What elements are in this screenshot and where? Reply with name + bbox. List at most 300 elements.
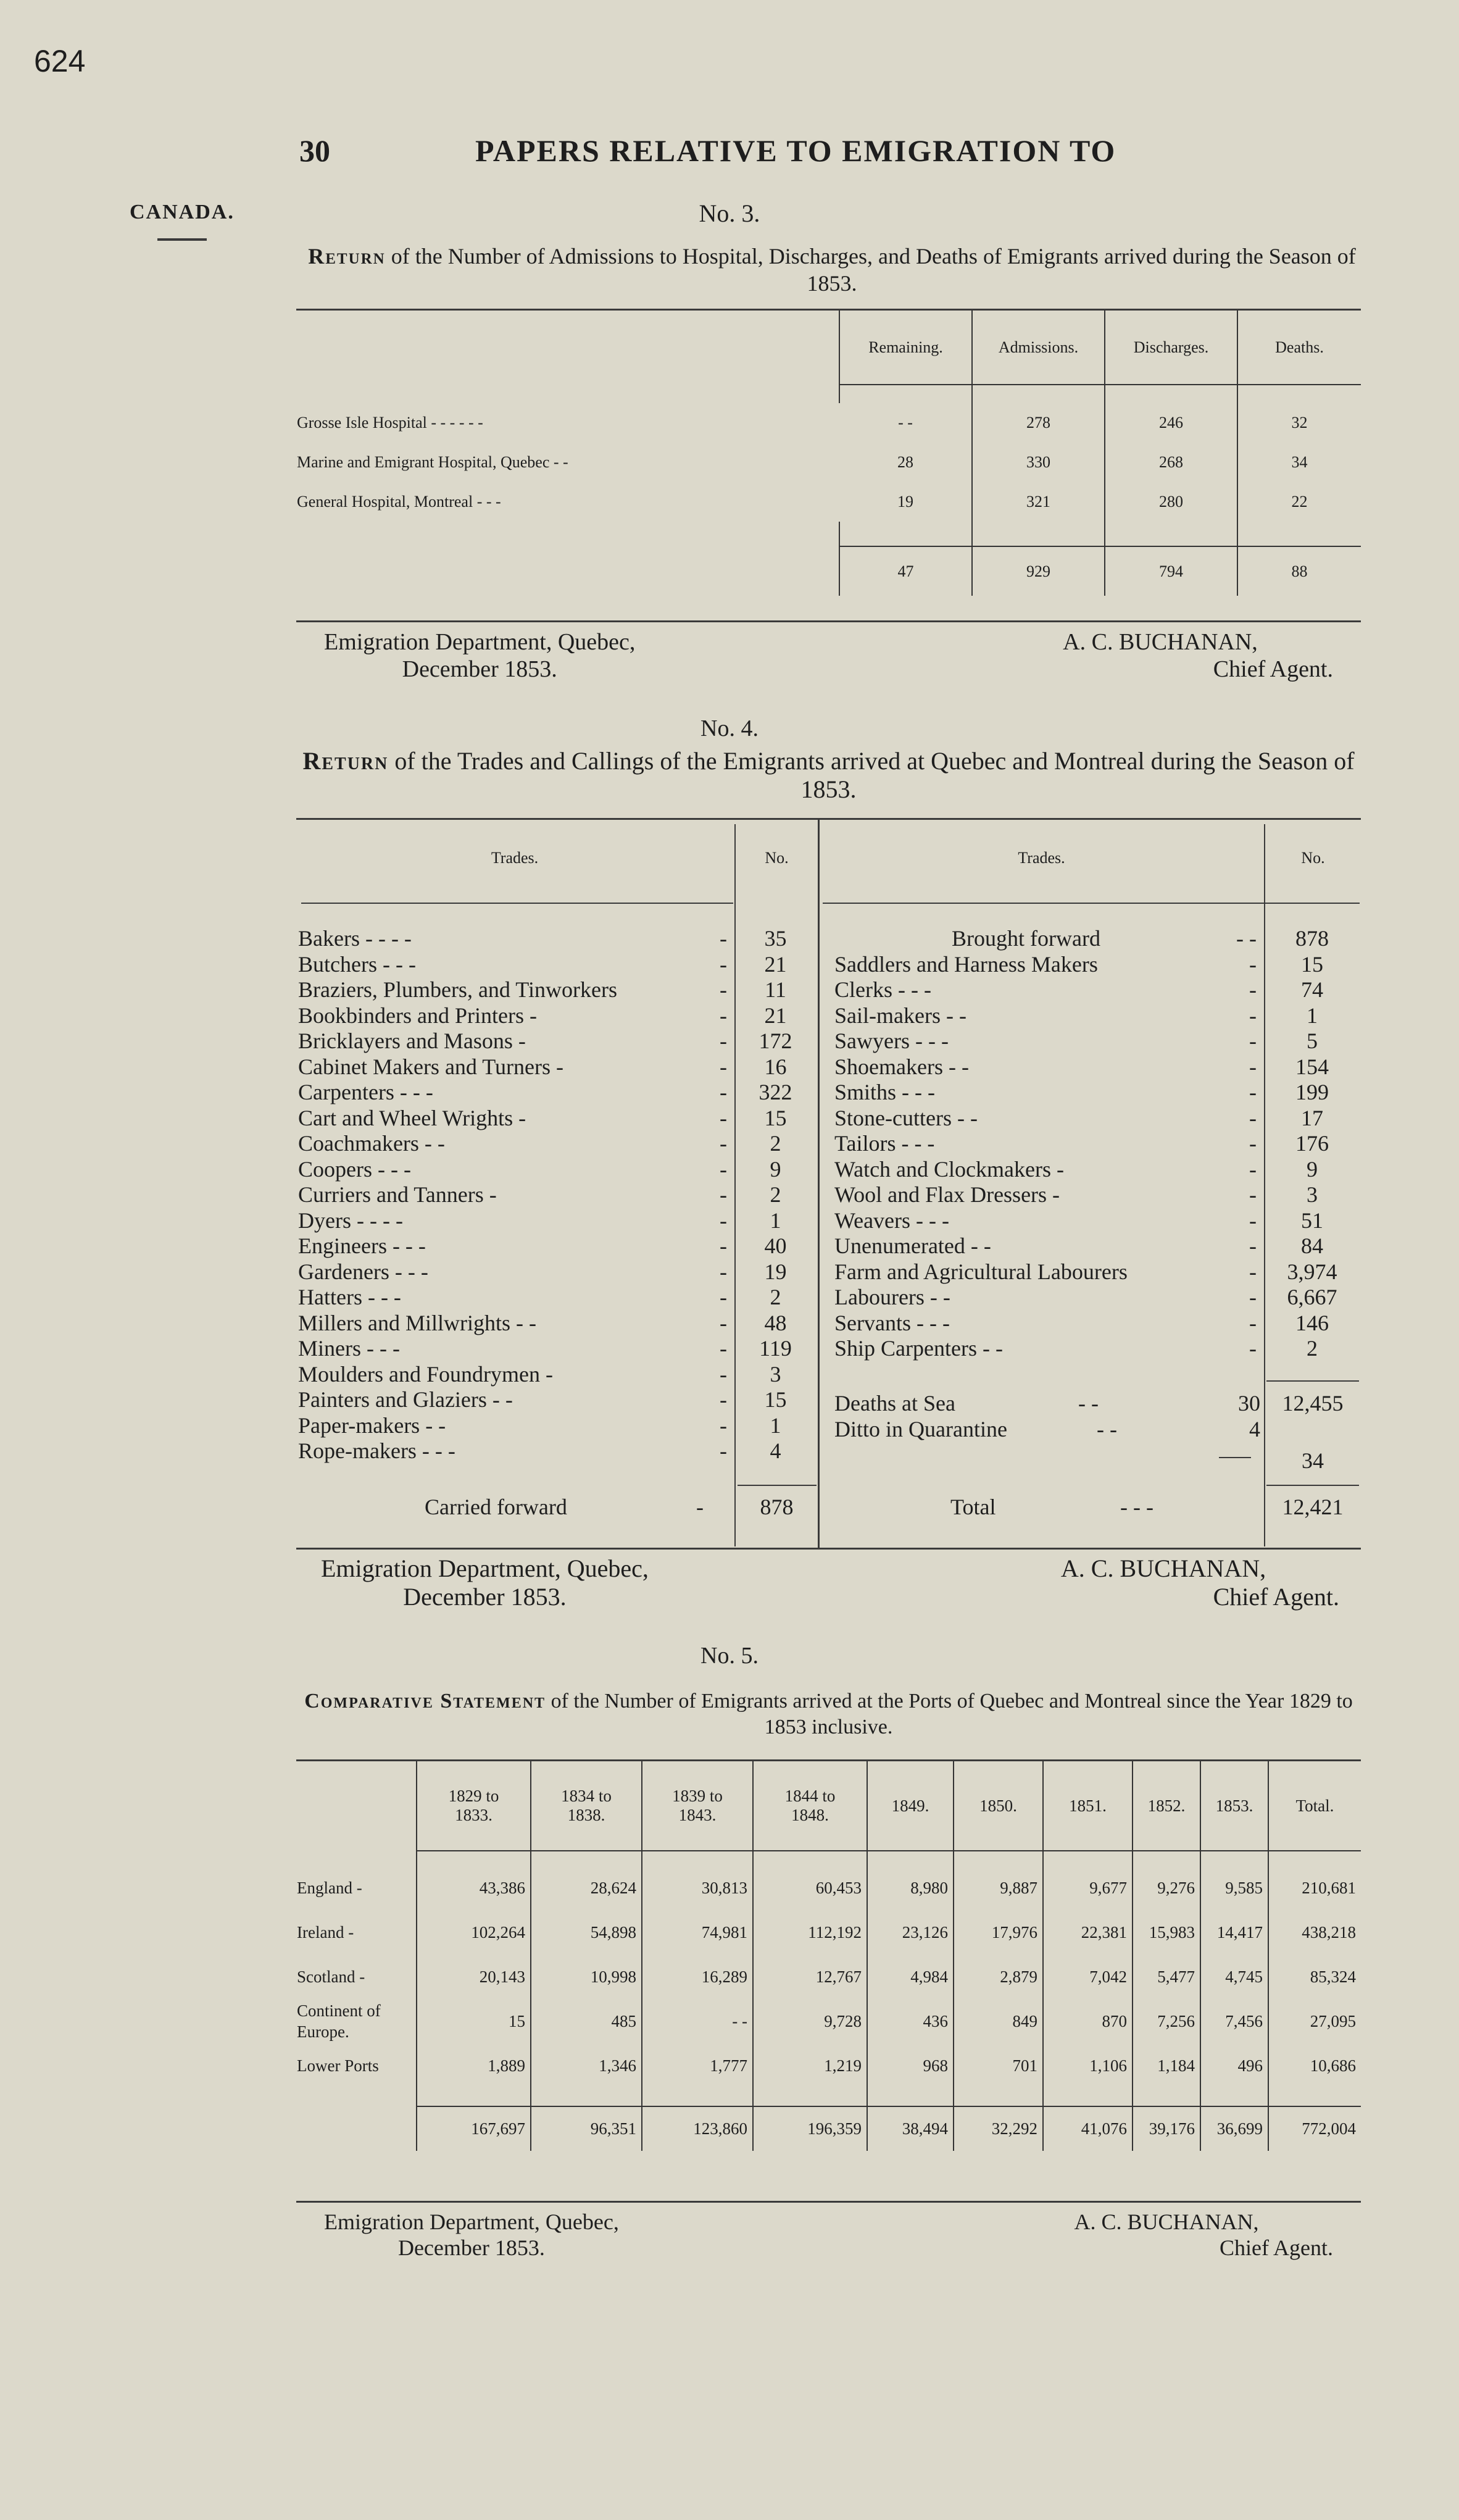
trade-count: 322	[759, 1080, 792, 1104]
trade-row	[834, 1208, 1360, 1234]
table4-left-header-rule	[301, 903, 733, 904]
value-cell: 20,143	[417, 1955, 531, 1999]
trade-name: Cart and Wheel Wrights -	[298, 1105, 526, 1130]
table4-right-list	[834, 926, 1360, 1362]
table-row	[296, 1999, 1361, 2043]
value-cell: 9,276	[1133, 1866, 1200, 1910]
table-row	[296, 482, 1361, 522]
value-cell: 112,192	[753, 1910, 867, 1955]
trade-name: Bricklayers and Masons -	[298, 1028, 526, 1053]
ditto-quarantine-label: Ditto in Quarantine	[834, 1417, 1007, 1441]
value-cell: 15,983	[1133, 1910, 1200, 1955]
trade-count: 19	[764, 1259, 787, 1284]
table-row	[296, 2043, 1361, 2088]
value-cell: 701	[954, 2043, 1043, 2088]
table3-total-row	[296, 546, 1361, 596]
table-row	[296, 1910, 1361, 1955]
discharges-cell: 280	[1105, 482, 1237, 522]
carried-forward-value: 878	[760, 1495, 794, 1519]
signatory-title: Chief Agent.	[1213, 656, 1333, 682]
trade-count: 15	[764, 1387, 787, 1412]
trade-name: Hatters - - -	[298, 1285, 401, 1309]
discharges-total: 794	[1105, 546, 1237, 596]
trade-row	[298, 1311, 817, 1337]
value-cell: 968	[867, 2043, 954, 2088]
leader-dashes: -	[1249, 1310, 1257, 1335]
value-cell: 43,386	[417, 1866, 531, 1910]
value-cell: 485	[531, 1999, 642, 2043]
table5-column-header: Total.	[1268, 1761, 1361, 1851]
trade-count: 74	[1301, 977, 1323, 1002]
trade-row	[298, 1259, 817, 1285]
value-cell: 74,981	[642, 1910, 753, 1955]
table4-deaths-block	[834, 1390, 1359, 1442]
trade-count: 119	[759, 1336, 792, 1361]
leader-dashes: -	[720, 1131, 727, 1156]
trade-row	[298, 1362, 817, 1388]
row-label: Marine and Emigrant Hospital, Quebec - -	[297, 453, 568, 471]
table5	[296, 1761, 1361, 2151]
value-cell: 1,184	[1133, 2043, 1200, 2088]
trade-row	[298, 1106, 817, 1132]
value-cell: 16,289	[642, 1955, 753, 1999]
trade-row	[298, 1054, 817, 1080]
value-cell: 1,346	[531, 2043, 642, 2088]
deaths-sum-rule	[1219, 1457, 1251, 1458]
table3-title-lead: Return	[308, 244, 386, 269]
trade-count: 15	[1301, 951, 1323, 977]
value-cell: 4,745	[1200, 1955, 1268, 1999]
origin-label: Ireland -	[296, 1910, 417, 1955]
value-cell: - -	[642, 1999, 753, 2043]
date-line: December 1853.	[403, 1583, 567, 1611]
trade-row	[298, 1028, 817, 1054]
table3-title-text: of the Number of Admissions to Hospital, Discharges, and Deaths of Emigrants arrived during the Season of 1853.	[391, 244, 1356, 296]
trade-row	[298, 977, 817, 1003]
table3-col-remaining: Remaining.	[839, 311, 972, 385]
value-cell: 7,256	[1133, 1999, 1200, 2043]
leader-dashes: -	[720, 1003, 727, 1028]
trade-name: Tailors - - -	[834, 1131, 935, 1156]
trade-name: Saddlers and Harness Makers	[834, 951, 1098, 977]
trade-row	[834, 1157, 1360, 1183]
trade-name: Miners - - -	[298, 1336, 400, 1361]
trade-name: Millers and Millwrights - -	[298, 1310, 536, 1335]
leader-dashes: -	[720, 977, 727, 1002]
trade-name: Moulders and Foundrymen -	[298, 1361, 553, 1387]
table4-department	[321, 1554, 649, 1611]
trade-count: 3,974	[1287, 1259, 1337, 1284]
signatory-name: A. C. BUCHANAN,	[1060, 1554, 1266, 1582]
table5-total-row	[296, 2106, 1361, 2151]
table5-title-lead: Comparative Statement	[304, 1690, 546, 1713]
table-row	[296, 1955, 1361, 1999]
ditto-quarantine-value: 4	[1249, 1417, 1260, 1441]
trade-row	[834, 1336, 1360, 1362]
trade-row	[834, 1131, 1360, 1157]
table4-number: No. 4.	[700, 716, 759, 741]
value-cell: 2,879	[954, 1955, 1043, 1999]
trade-count: 4	[770, 1438, 781, 1463]
trade-name: Gardeners - - -	[298, 1259, 428, 1284]
trade-count: 146	[1295, 1310, 1329, 1335]
trade-name: Brought forward	[952, 926, 1100, 951]
value-cell: 28,624	[531, 1866, 642, 1910]
leader-dashes: -	[720, 1259, 727, 1284]
trade-count: 1	[1307, 1003, 1318, 1028]
trade-row	[834, 1285, 1360, 1311]
trade-name: Paper-makers - -	[298, 1412, 446, 1438]
total-cell: 41,076	[1043, 2106, 1133, 2151]
admissions-cell: 278	[972, 403, 1105, 443]
value-cell: 17,976	[954, 1910, 1043, 1955]
remaining-total: 47	[839, 546, 972, 596]
table3-col-admissions: Admissions.	[972, 311, 1105, 385]
department-line: Emigration Department, Quebec,	[324, 629, 636, 655]
trade-count: 84	[1301, 1233, 1323, 1258]
trade-count: 17	[1301, 1105, 1323, 1130]
table3-signature	[987, 628, 1333, 683]
leader-dashes: -	[1249, 1285, 1257, 1309]
leader-dashes: -	[720, 1156, 727, 1182]
table5-header-row	[296, 1761, 1361, 1851]
leader-dashes: -	[1249, 1259, 1257, 1284]
trade-row	[834, 926, 1360, 952]
deaths-total: 88	[1291, 562, 1308, 580]
trade-count: 21	[764, 1003, 787, 1028]
trade-name: Bookbinders and Printers -	[298, 1003, 537, 1028]
trade-count: 21	[764, 951, 787, 977]
trade-name: Clerks - - -	[834, 977, 931, 1002]
table4-top-rule	[296, 818, 1361, 820]
table4-bottom-rule	[296, 1548, 1361, 1550]
trade-row	[834, 1028, 1360, 1054]
value-cell: 8,980	[867, 1866, 954, 1910]
table3-bottom-rule	[296, 620, 1361, 622]
trade-name: Coopers - - -	[298, 1156, 411, 1182]
ditto-quarantine-row	[834, 1416, 1359, 1442]
remaining-cell: - -	[839, 403, 972, 443]
trade-name: Ship Carpenters - -	[834, 1336, 1003, 1361]
trade-row	[298, 1003, 817, 1029]
trade-row	[834, 952, 1360, 978]
table4-title	[296, 747, 1361, 804]
trade-name: Stone-cutters - -	[834, 1105, 978, 1130]
trade-name: Cabinet Makers and Turners -	[298, 1054, 563, 1079]
department-line: Emigration Department, Quebec,	[324, 2209, 619, 2234]
trade-row	[298, 1285, 817, 1311]
trade-count: 9	[1307, 1156, 1318, 1182]
trade-count: 2	[770, 1131, 781, 1156]
value-cell: 27,095	[1310, 2011, 1356, 2030]
value-cell: 14,417	[1200, 1910, 1268, 1955]
trade-row	[298, 1336, 817, 1362]
trade-row	[834, 1080, 1360, 1106]
trade-row	[834, 1233, 1360, 1259]
trade-count: 40	[764, 1233, 787, 1258]
table4-right-total-rule	[1266, 1485, 1359, 1486]
table5-department	[324, 2209, 619, 2261]
trade-name: Shoemakers - -	[834, 1054, 969, 1079]
trade-row	[298, 926, 817, 952]
value-cell: 436	[867, 1999, 954, 2043]
leader-dashes: - -	[1236, 926, 1257, 951]
date-line: December 1853.	[397, 2235, 545, 2260]
value-cell: 849	[954, 1999, 1043, 2043]
trade-count: 2	[770, 1182, 781, 1207]
trade-count: 9	[770, 1156, 781, 1182]
margin-label: CANADA.	[130, 201, 235, 223]
table4-right-header-rule	[823, 903, 1360, 904]
origin-label: Continent of Europe.	[296, 1999, 417, 2043]
value-cell: 1,106	[1043, 2043, 1133, 2088]
signatory-name: A. C. BUCHANAN,	[1074, 2209, 1259, 2234]
table4-title-lead: Return	[302, 747, 389, 775]
trade-name: Braziers, Plumbers, and Tinworkers	[298, 977, 617, 1002]
value-cell: 1,777	[642, 2043, 753, 2088]
value-cell: 9,887	[954, 1866, 1043, 1910]
table3-col-deaths: Deaths.	[1237, 311, 1361, 385]
leader-dashes: -	[1249, 1208, 1257, 1233]
trade-count: 878	[1295, 926, 1329, 951]
table5-column-header: 1834 to 1838.	[531, 1761, 642, 1851]
trade-count: 11	[765, 977, 786, 1002]
leader-dashes: -	[720, 1336, 727, 1361]
table4-left-no-header: No.	[765, 849, 789, 867]
trade-name: Weavers - - -	[834, 1208, 949, 1233]
trade-count: 199	[1295, 1080, 1329, 1104]
trade-count: 51	[1301, 1208, 1323, 1233]
trade-row	[298, 1413, 817, 1439]
table4-right-subtotal-rule	[1266, 1380, 1359, 1382]
table5-column-header: 1850.	[954, 1761, 1043, 1851]
remaining-cell: 28	[839, 443, 972, 482]
trade-name: Carpenters - - -	[298, 1080, 433, 1104]
value-cell: 5,477	[1133, 1955, 1200, 1999]
leader-dashes: -	[720, 951, 727, 977]
table4-left-trades-header: Trades.	[491, 849, 539, 867]
table4-subtotal: 12,455	[1282, 1391, 1344, 1416]
trade-row	[298, 1233, 817, 1259]
table3	[296, 311, 1361, 596]
leader-dashes: - -	[1078, 1391, 1099, 1416]
leader-dashes: -	[720, 1233, 727, 1258]
total-label: Total	[950, 1495, 996, 1519]
value-cell: 9,585	[1200, 1866, 1268, 1910]
deaths-cell: 34	[1291, 453, 1308, 471]
table-row	[296, 443, 1361, 482]
deaths-at-sea-row	[834, 1390, 1359, 1416]
value-cell: 10,686	[1310, 2056, 1356, 2075]
trade-name: Wool and Flax Dressers -	[834, 1182, 1060, 1207]
leader-dashes: -	[1249, 1182, 1257, 1207]
leader-dashes: -	[720, 1208, 727, 1233]
trade-row	[834, 1182, 1360, 1208]
table5-column-header: 1853.	[1200, 1761, 1268, 1851]
discharges-cell: 246	[1105, 403, 1237, 443]
table3-col-discharges: Discharges.	[1105, 311, 1237, 385]
total-cell: 39,176	[1133, 2106, 1200, 2151]
remaining-cell: 19	[839, 482, 972, 522]
admissions-total: 929	[972, 546, 1105, 596]
leader-dashes: -	[1249, 1156, 1257, 1182]
total-cell: 167,697	[417, 2106, 531, 2151]
table5-column-header: 1829 to 1833.	[417, 1761, 531, 1851]
trade-name: Servants - - -	[834, 1310, 950, 1335]
origin-label: Scotland -	[296, 1955, 417, 1999]
leader-dashes: -	[720, 1028, 727, 1053]
trade-row	[834, 977, 1360, 1003]
table5-column-header: 1849.	[867, 1761, 954, 1851]
trade-name: Sail-makers - -	[834, 1003, 966, 1028]
table5-number: No. 5.	[700, 1643, 759, 1669]
trade-count: 154	[1295, 1054, 1329, 1079]
table3-header-row	[296, 311, 1361, 385]
trade-count: 172	[759, 1028, 792, 1053]
table5-signature	[1000, 2209, 1333, 2261]
trade-row	[834, 1106, 1360, 1132]
section-number: 30	[299, 133, 330, 168]
leader-dashes: -	[720, 1387, 727, 1412]
trade-count: 6,667	[1287, 1285, 1337, 1309]
value-cell: 1,219	[753, 2043, 867, 2088]
value-cell: 60,453	[753, 1866, 867, 1910]
table5-column-header: 1851.	[1043, 1761, 1133, 1851]
admissions-cell: 321	[972, 482, 1105, 522]
trade-row	[834, 1054, 1360, 1080]
trade-row	[298, 1080, 817, 1106]
trade-name: Sawyers - - -	[834, 1028, 949, 1053]
table5-column-header: 1852.	[1133, 1761, 1200, 1851]
trade-row	[298, 1131, 817, 1157]
trade-count: 16	[764, 1054, 787, 1079]
leader-dashes: -	[720, 1182, 727, 1207]
trade-row	[298, 1208, 817, 1234]
deaths-cell: 22	[1291, 493, 1308, 511]
value-cell: 7,042	[1043, 1955, 1133, 1999]
leader-dashes: -	[1249, 977, 1257, 1002]
leader-dashes: -	[720, 1412, 727, 1438]
margin-rule	[157, 238, 207, 241]
signatory-name: A. C. BUCHANAN,	[1063, 629, 1258, 655]
value-cell: 102,264	[417, 1910, 531, 1955]
table-row	[296, 1866, 1361, 1910]
leader-dashes: -	[1249, 1003, 1257, 1028]
trade-count: 5	[1307, 1028, 1318, 1053]
value-cell: 210,681	[1302, 1878, 1356, 1897]
leader-dashes: -	[720, 1310, 727, 1335]
table4-signature	[987, 1554, 1339, 1611]
value-cell: 23,126	[867, 1910, 954, 1955]
value-cell: 22,381	[1043, 1910, 1133, 1955]
table4-title-text: of the Trades and Callings of the Emigrants arrived at Quebec and Montreal during the Season of 1853.	[394, 747, 1355, 803]
trade-count: 3	[1307, 1182, 1318, 1207]
row-label: Grosse Isle Hospital - - - - - -	[297, 414, 483, 432]
origin-label: England -	[296, 1866, 417, 1910]
carried-forward-dash: -	[696, 1495, 704, 1519]
trade-row	[298, 1387, 817, 1413]
leader-dashes: -	[1249, 1054, 1257, 1079]
total-cell: 38,494	[867, 2106, 954, 2151]
leader-dashes: -	[720, 1105, 727, 1130]
trade-row	[298, 1182, 817, 1208]
leader-dashes: -	[1249, 1080, 1257, 1104]
deaths-at-sea-value: 30	[1238, 1391, 1260, 1416]
total-cell: 196,359	[753, 2106, 867, 2151]
leader-dashes: -	[720, 1285, 727, 1309]
value-cell: 7,456	[1200, 1999, 1268, 2043]
running-title: PAPERS RELATIVE TO EMIGRATION TO	[475, 133, 1116, 168]
trade-name: Dyers - - - -	[298, 1208, 403, 1233]
table4-deaths-total: 34	[1302, 1448, 1324, 1473]
value-cell: 10,998	[531, 1955, 642, 1999]
trade-name: Labourers - -	[834, 1285, 950, 1309]
leader-dashes: -	[1249, 951, 1257, 977]
leader-dashes: -	[720, 1054, 727, 1079]
trade-name: Smiths - - -	[834, 1080, 936, 1104]
value-cell: 12,767	[753, 1955, 867, 1999]
deaths-cell: 32	[1291, 414, 1308, 432]
leader-dashes: -	[1249, 1233, 1257, 1258]
leader-dashes: -	[1249, 1131, 1257, 1156]
discharges-cell: 268	[1105, 443, 1237, 482]
trade-name: Curriers and Tanners -	[298, 1182, 497, 1207]
table4-right-trades-header: Trades.	[1018, 849, 1065, 867]
trade-count: 176	[1295, 1131, 1329, 1156]
trade-count: 2	[770, 1285, 781, 1309]
trade-count: 3	[770, 1361, 781, 1387]
leader-dashes: -	[720, 1438, 727, 1463]
leader-dashes: -	[720, 926, 727, 951]
table3-title	[301, 243, 1363, 297]
value-cell: 4,984	[867, 1955, 954, 1999]
total-cell: 123,860	[642, 2106, 753, 2151]
trade-name: Rope-makers - - -	[298, 1438, 455, 1463]
total-cell: 96,351	[531, 2106, 642, 2151]
trade-count: 48	[764, 1310, 787, 1335]
trade-row	[834, 1003, 1360, 1029]
value-cell: 15	[417, 1999, 531, 2043]
leader-dashes: -	[720, 1080, 727, 1104]
leader-dashes: - -	[1097, 1417, 1117, 1441]
table4-left-list	[298, 926, 817, 1464]
leader-dashes: -	[1249, 1105, 1257, 1130]
trade-name: Coachmakers - -	[298, 1131, 445, 1156]
table4-center-divider	[818, 820, 820, 1548]
total-cell: 772,004	[1302, 2119, 1356, 2138]
table5-title-text: of the Number of Emigrants arrived at the Ports of Quebec and Montreal since the Year 1829 to 1853 inclusive.	[551, 1690, 1353, 1738]
trade-count: 1	[770, 1412, 781, 1438]
trade-name: Watch and Clockmakers -	[834, 1156, 1064, 1182]
signatory-title: Chief Agent.	[1213, 1583, 1339, 1611]
table4-left-sum-rule	[738, 1485, 817, 1486]
total-leader: - - -	[1120, 1495, 1153, 1519]
trade-row	[834, 1311, 1360, 1337]
table-row	[296, 403, 1361, 443]
trade-row	[834, 1259, 1360, 1285]
table4-right-no-header: No.	[1301, 849, 1325, 867]
value-cell: 54,898	[531, 1910, 642, 1955]
trade-name: Butchers - - -	[298, 951, 416, 977]
value-cell: 496	[1200, 2043, 1268, 2088]
trade-count: 2	[1307, 1336, 1318, 1361]
trade-count: 35	[764, 926, 787, 951]
trade-count: 1	[770, 1208, 781, 1233]
table5-title	[296, 1688, 1361, 1740]
trade-name: Farm and Agricultural Labourers	[834, 1259, 1128, 1284]
value-cell: 1,889	[417, 2043, 531, 2088]
table5-bottom-rule	[296, 2201, 1361, 2203]
